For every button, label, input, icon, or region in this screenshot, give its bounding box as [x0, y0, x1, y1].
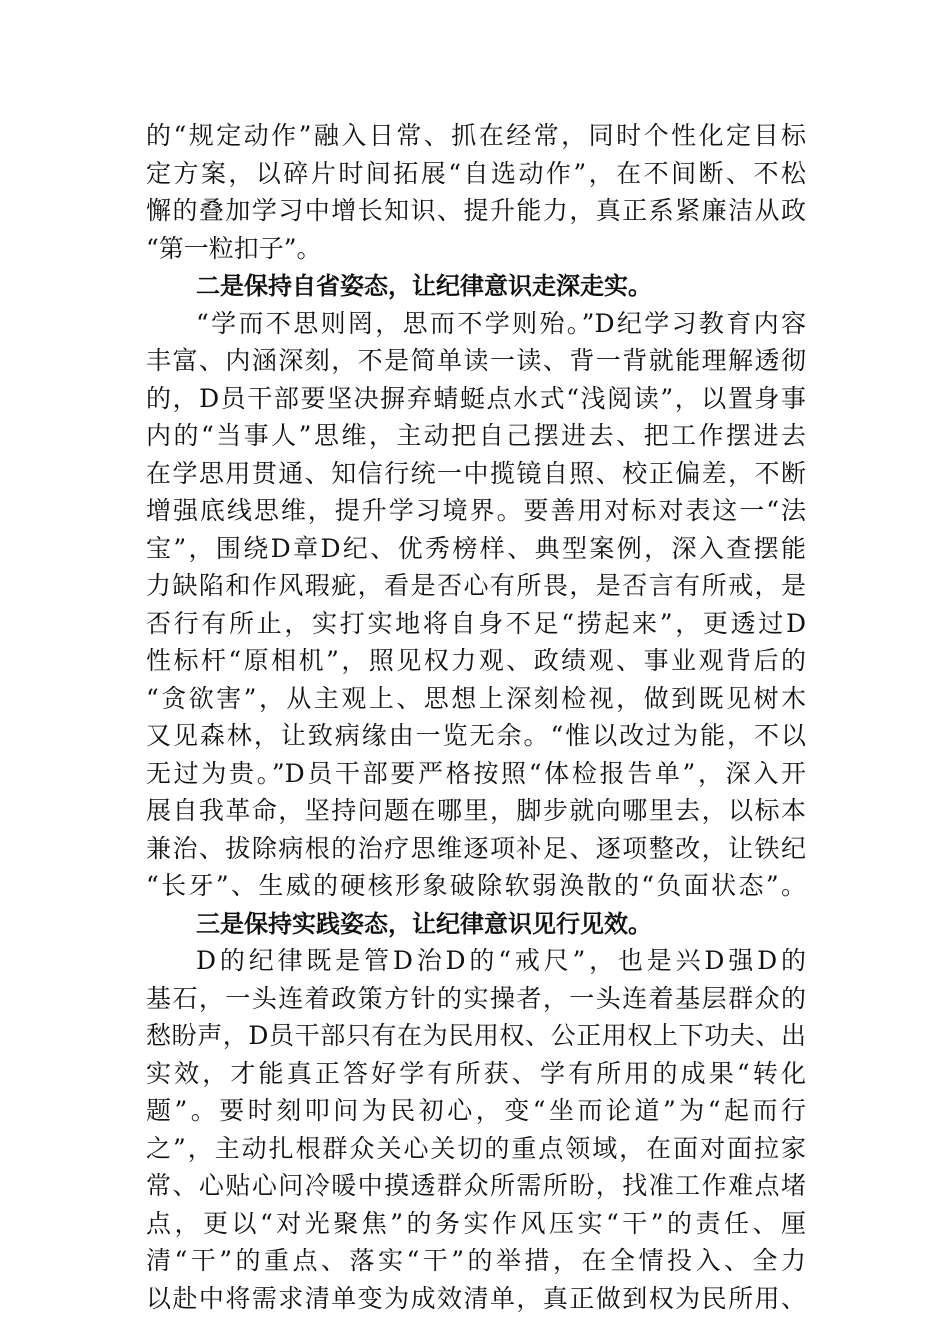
body-line: “学而不思则罔，思而不学则殆。”D纪学习教育内容	[196, 309, 806, 338]
body-line: 否行有所止，实打实地将自身不足“捞起来”，更透过D	[146, 609, 806, 638]
body-line: D的纪律既是管D治D的“戒尺”，也是兴D强D的	[196, 946, 806, 975]
body-line: 题”。要时刻叩问为民初心，变“坐而论道”为“起而行	[146, 1096, 806, 1125]
body-line: 内的“当事人”思维，主动把自己摆进去、把工作摆进去	[146, 421, 806, 450]
body-line: 性标杆“原相机”，照见权力观、政绩观、事业观背后的	[146, 646, 806, 675]
section-heading-2: 二是保持自省姿态，让纪律意识走深走实。	[196, 272, 652, 300]
body-line: 力缺陷和作风瑕疵，看是否心有所畏，是否言有所戒，是	[146, 571, 806, 600]
body-line: 无过为贵。”D员干部要严格按照“体检报告单”，深入开	[146, 759, 806, 788]
body-line: 点，更以“对光聚焦”的务实作风压实“干”的责任、厘	[146, 1209, 806, 1238]
body-line: 实效，才能真正答好学有所获、学有所用的成果“转化	[146, 1059, 806, 1088]
body-line: “贪欲害”，从主观上、思想上深刻检视，做到既见树木	[146, 684, 806, 713]
body-line: 丰富、内涵深刻，不是简单读一读、背一背就能理解透彻	[146, 346, 806, 375]
body-line: 展自我革命，坚持问题在哪里，脚步就向哪里去，以标本	[146, 796, 806, 825]
body-line: 常、心贴心问冷暖中摸透群众所需所盼，找准工作难点堵	[146, 1171, 806, 1200]
body-line: 的，D员干部要坚决摒弃蜻蜓点水式“浅阅读”，以置身事	[146, 384, 806, 413]
body-line: 基石，一头连着政策方针的实操者，一头连着基层群众的	[146, 984, 806, 1013]
body-line: 增强底线思维，提升学习境界。要善用对标对表这一“法	[146, 496, 806, 525]
body-line: 宝”，围绕D章D纪、优秀榜样、典型案例，深入查摆能	[146, 534, 806, 563]
body-line: 以赴中将需求清单变为成效清单，真正做到权为民所用、	[146, 1284, 806, 1313]
body-line: 愁盼声，D员干部只有在为民用权、公正用权上下功夫、出	[146, 1021, 806, 1050]
body-line: 清“干”的重点、落实“干”的举措，在全情投入、全力	[146, 1246, 806, 1275]
body-line: 懈的叠加学习中增长知识、提升能力，真正系紧廉洁从政	[146, 196, 806, 225]
body-line: “第一粒扣子”。	[146, 234, 322, 263]
body-line: 兼治、拔除病根的治疗思维逐项补足、逐项整改，让铁纪	[146, 834, 806, 863]
body-line: “长牙”、生威的硬核形象破除软弱涣散的“负面状态”。	[146, 871, 806, 900]
body-line: 定方案，以碎片时间拓展“自选动作”，在不间断、不松	[146, 159, 806, 188]
body-line: 之”，主动扎根群众关心关切的重点领域，在面对面拉家	[146, 1134, 806, 1163]
body-line: 的“规定动作”融入日常、抓在经常，同时个性化定目标	[146, 121, 806, 150]
section-heading-3: 三是保持实践姿态，让纪律意识见行见效。	[196, 910, 652, 938]
body-line: 又见森林，让致病缘由一览无余。“惟以改过为能，不以	[146, 721, 806, 750]
body-line: 在学思用贯通、知信行统一中揽镜自照、校正偏差，不断	[146, 459, 806, 488]
